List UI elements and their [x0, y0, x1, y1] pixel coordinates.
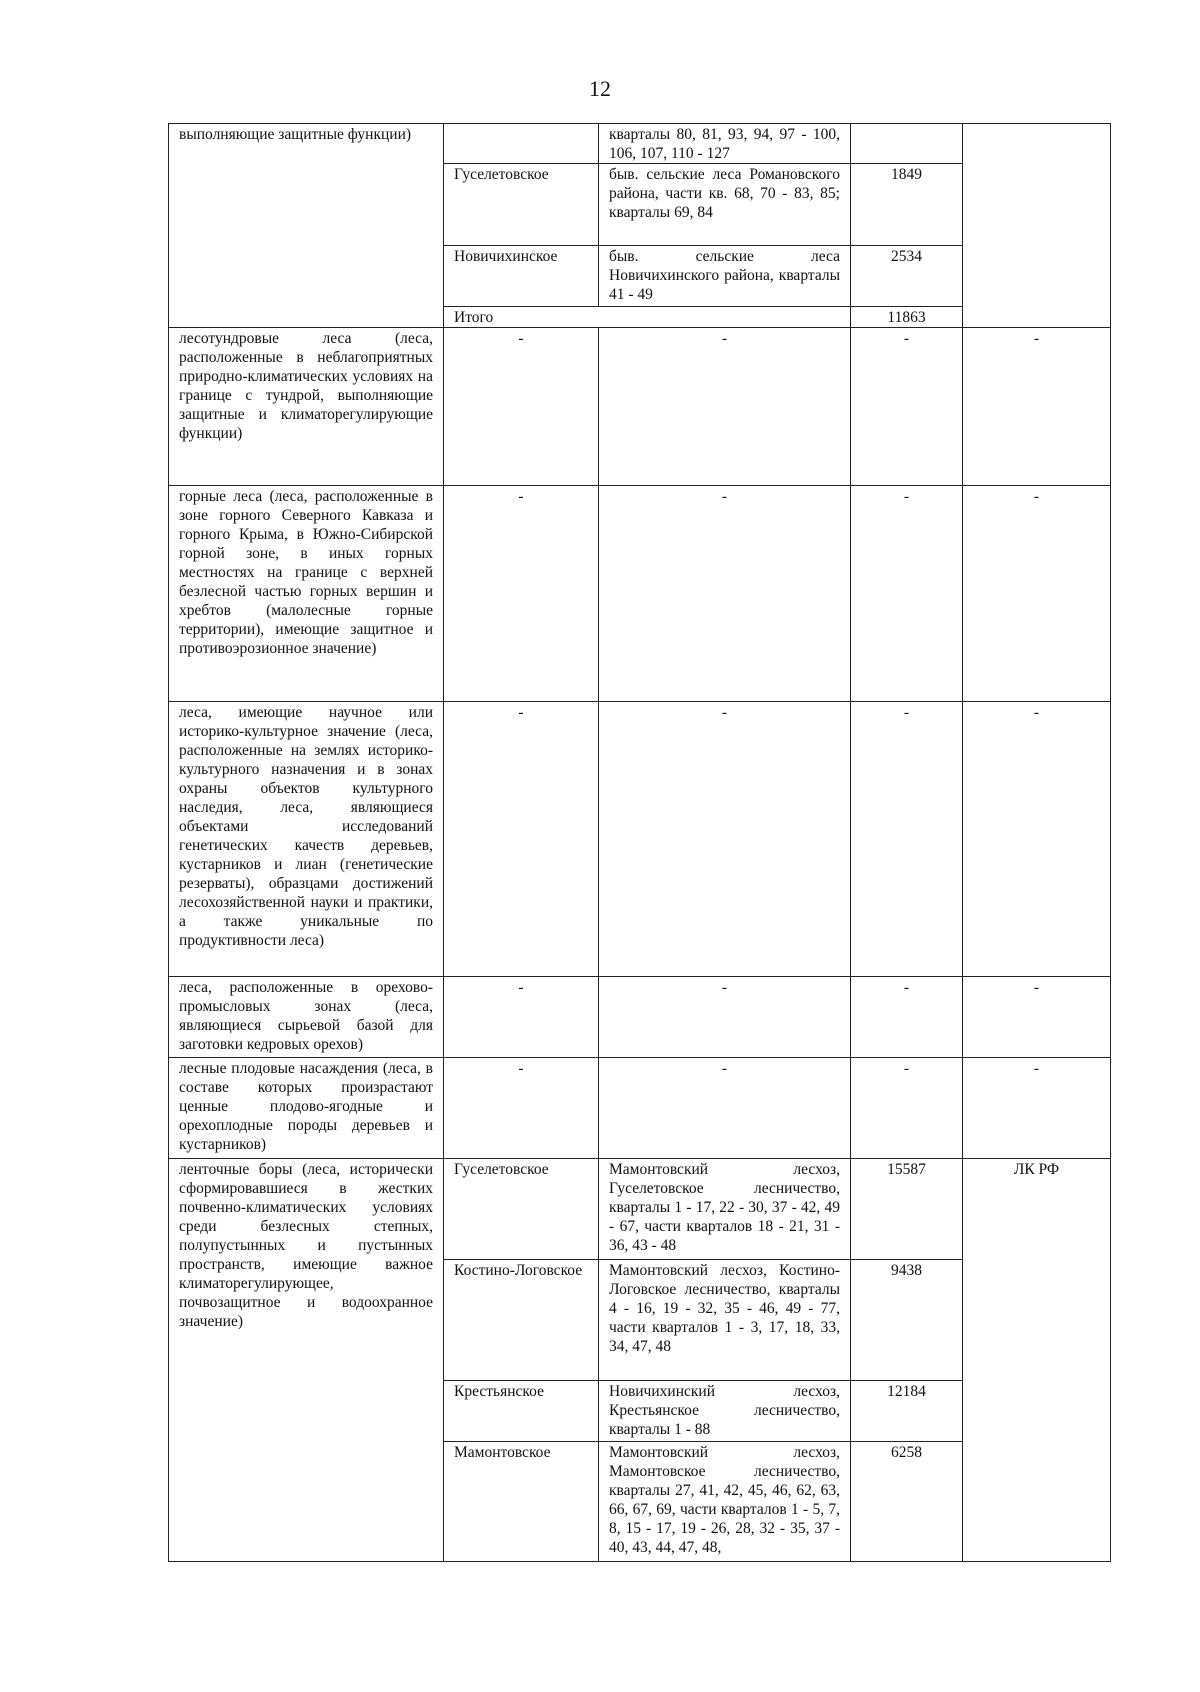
total-area: 11863 [851, 307, 963, 328]
category-cell: горные леса (леса, расположенные в зоне горного Северного Кавказа и горного Крыма, в Южно-Сибирской горной зоне, в иных горных местностях на границе с верхней безлесной частью горных вершин и хребтов (малолесные горные территории), имеющие защитное и противоэрозионное значение) [169, 486, 444, 702]
empty-value-dash: - [599, 1058, 851, 1159]
forestry-name-cell: Мамонтовское [444, 1442, 599, 1562]
location-cell: быв. сельские леса Романовского района, части кв. 68, 70 - 83, 85; кварталы 69, 84 [599, 164, 851, 246]
forestry-name-cell [444, 124, 599, 164]
empty-value-dash: - [851, 977, 963, 1058]
forestry-name-cell: Гуселетовское [444, 1159, 599, 1260]
category-cell: лесные плодовые насаждения (леса, в составе которых произрастают ценные плодово-ягодные и орехоплодные породы деревьев и кустарников) [169, 1058, 444, 1159]
area-cell [851, 124, 963, 164]
location-cell: быв. сельские леса Новичихинского района, кварталы 41 - 49 [599, 246, 851, 307]
table-row [169, 702, 1111, 977]
area-cell: 12184 [851, 1381, 963, 1442]
empty-value-dash: - [444, 328, 599, 486]
forestry-name-cell: Новичихинское [444, 246, 599, 307]
category-cell: выполняющие защитные функции) [169, 124, 444, 328]
protective-forests-table [168, 123, 1111, 1562]
empty-value-dash: - [963, 977, 1111, 1058]
table-row [169, 1058, 1111, 1159]
table-row [169, 328, 1111, 486]
empty-value-dash: - [851, 1058, 963, 1159]
area-cell: 9438 [851, 1260, 963, 1381]
empty-value-dash: - [599, 328, 851, 486]
category-cell: леса, расположенные в орехово-промысловых зонах (леса, являющиеся сырьевой базой для заготовки кедровых орехов) [169, 977, 444, 1058]
empty-value-dash: - [963, 702, 1111, 977]
area-cell: 6258 [851, 1442, 963, 1562]
area-cell: 1849 [851, 164, 963, 246]
empty-value-dash: - [444, 486, 599, 702]
location-cell: Мамонтовский лесхоз, Костино-Логовское лесничество, кварталы 4 - 16, 19 - 32, 35 - 46, 49 - 77, части кварталов 1 - 3, 17, 18, 33, 34, 47, 48 [599, 1260, 851, 1381]
page-number: 12 [589, 76, 611, 101]
location-cell: Мамонтовский лесхоз, Мамонтовское лесничество, кварталы 27, 41, 42, 45, 46, 62, 63, 66, 67, 69, части кварталов 1 - 5, 7, 8, 15 - 17, 19 - 26, 28, 32 - 35, 37 - 40, 43, 44, 47, 48, [599, 1442, 851, 1562]
empty-value-dash: - [599, 702, 851, 977]
table-row [169, 124, 1111, 164]
table-row [169, 977, 1111, 1058]
category-cell: леса, имеющие научное или историко-культурное значение (леса, расположенные на землях историко-культурного назначения и в зонах охраны объектов культурного наследия, леса, являющиеся объектами исследований генетических качеств деревьев, кустарников и лиан (генетические резерваты), образцами достижений лесохозяйственной науки и практики, а также уникальные по продуктивности леса) [169, 702, 444, 977]
empty-value-dash: - [444, 1058, 599, 1159]
empty-value-dash: - [851, 328, 963, 486]
table-row [169, 486, 1111, 702]
empty-value-dash: - [444, 977, 599, 1058]
total-label: Итого [444, 307, 851, 328]
empty-value-dash: - [963, 328, 1111, 486]
empty-value-dash: - [599, 486, 851, 702]
empty-value-dash: - [599, 977, 851, 1058]
empty-value-dash: - [851, 702, 963, 977]
location-cell: кварталы 80, 81, 93, 94, 97 - 100, 106, 107, 110 - 127 [599, 124, 851, 164]
empty-value-dash: - [444, 702, 599, 977]
location-cell: Мамонтовский лесхоз, Гуселетовское лесничество, кварталы 1 - 17, 22 - 30, 37 - 42, 49 - 67, части кварталов 18 - 21, 31 - 36, 43 - 48 [599, 1159, 851, 1260]
basis-cell [963, 124, 1111, 328]
forestry-name-cell: Крестьянское [444, 1381, 599, 1442]
category-cell: ленточные боры (леса, исторически сформировавшиеся в жестких почвенно-климатических условиях среди безлесных степных, полупустынных и пустынных пространств, имеющие важное климаторегулирующее, почвозащитное и водоохранное значение) [169, 1159, 444, 1562]
empty-value-dash: - [851, 486, 963, 702]
empty-value-dash: - [963, 486, 1111, 702]
basis-cell: ЛК РФ [963, 1159, 1111, 1562]
area-cell: 2534 [851, 246, 963, 307]
forestry-name-cell: Гуселетовское [444, 164, 599, 246]
location-cell: Новичихинский лесхоз, Крестьянское лесничество, кварталы 1 - 88 [599, 1381, 851, 1442]
empty-value-dash: - [963, 1058, 1111, 1159]
category-cell: лесотундровые леса (леса, расположенные в неблагоприятных природно-климатических условиях на границе с тундрой, выполняющие защитные и климаторегулирующие функции) [169, 328, 444, 486]
table-row [169, 1159, 1111, 1260]
area-cell: 15587 [851, 1159, 963, 1260]
forestry-name-cell: Костино-Логовское [444, 1260, 599, 1381]
